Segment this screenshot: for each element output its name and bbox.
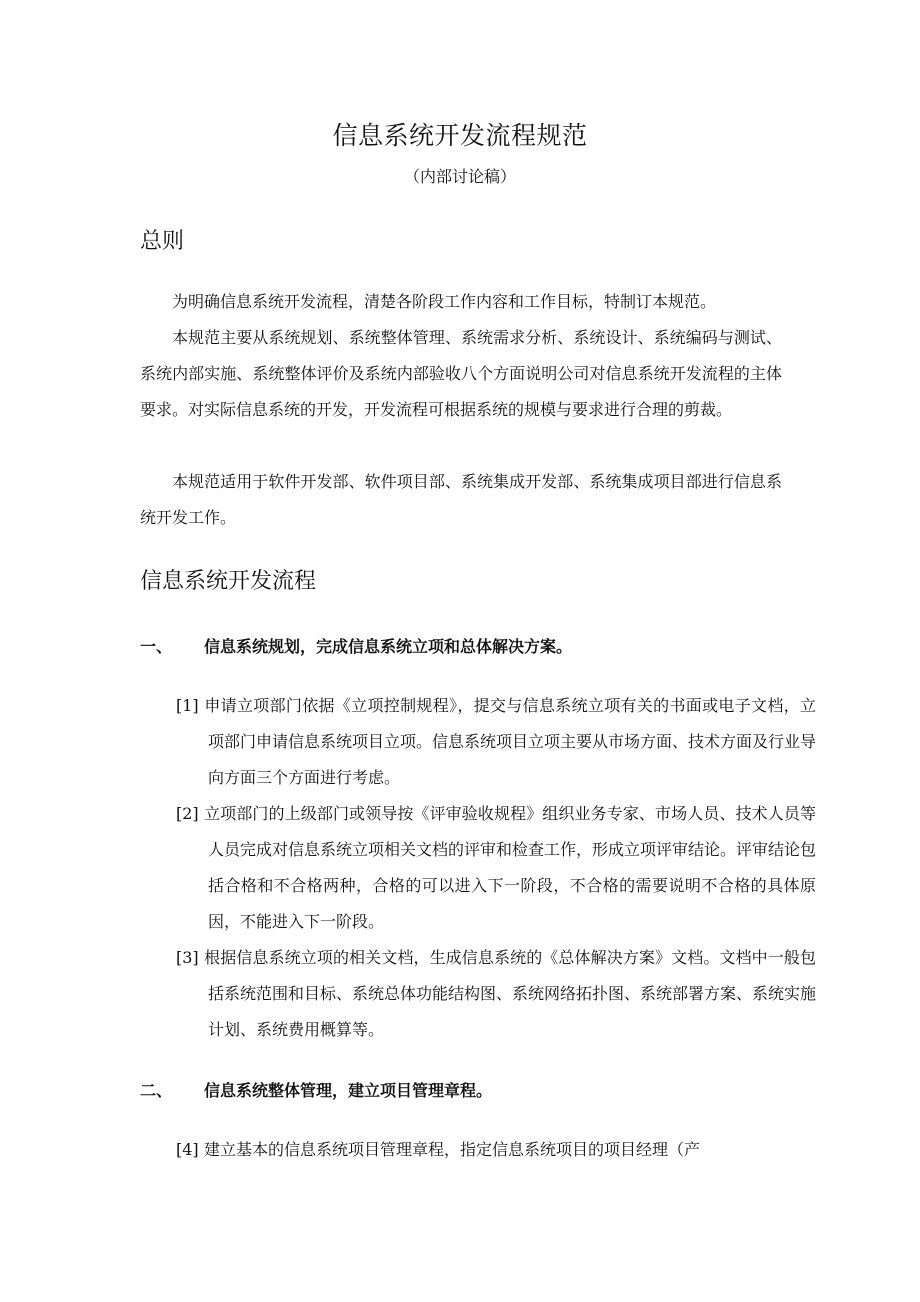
- general-paragraph-2: 本规范主要从系统规划、系统整体管理、系统需求分析、系统设计、系统编码与测试、系统内部实施、系统整体评价及系统内部验收八个方面说明公司对信息系统开发流程的主体要求。对实际信息系统的开发，开发流程可根据系统的规模与要求进行合理的剪裁。: [140, 328, 782, 419]
- section-heading-process: 信息系统开发流程: [140, 569, 317, 594]
- list-item-text-4: 建立基本的信息系统项目管理章程，指定信息系统项目的项目经理（产: [204, 1140, 701, 1159]
- subsection-heading-1: [140, 635, 840, 659]
- list-item-1: [176, 688, 816, 796]
- list-item-number-2: [2]: [176, 804, 199, 823]
- subsection-title-1: 信息系统规划，完成信息系统立项和总体解决方案。: [204, 637, 573, 656]
- section-heading-general: 总则: [140, 229, 185, 254]
- list-item-text-1: 申请立项部门依据《立项控制规程》，提交与信息系统立项有关的书面或电子文档，立项部门申请信息系统项目立项。信息系统项目立项主要从市场方面、技术方面及行业导向方面三个方面进行考虑。: [204, 696, 817, 787]
- subsection-heading-2: [140, 1079, 840, 1103]
- document-subtitle: （内部讨论稿）: [403, 167, 516, 186]
- list-item-number-1: [1]: [176, 696, 199, 715]
- list-item-2: [176, 796, 816, 940]
- list-item-text-3: 根据信息系统立项的相关文档，生成信息系统的《总体解决方案》文档。文档中一般包括系统范围和目标、系统总体功能结构图、系统网络拓扑图、系统部署方案、系统实施计划、系统费用概算等。: [204, 948, 817, 1039]
- list-item-3: [176, 940, 816, 1048]
- subsection-number-1: 一、: [140, 637, 173, 656]
- subsection-title-2: 信息系统整体管理，建立项目管理章程。: [204, 1081, 493, 1100]
- general-paragraph-1: 为明确信息系统开发流程，清楚各阶段工作内容和工作目标，特制订本规范。: [172, 292, 717, 311]
- list-item-number-3: [3]: [176, 948, 199, 967]
- general-paragraph-3: 本规范适用于软件开发部、软件项目部、系统集成开发部、系统集成项目部进行信息系统开发工作。: [140, 472, 782, 527]
- list-item-number-4: [4]: [176, 1140, 199, 1159]
- list-item-text-2: 立项部门的上级部门或领导按《评审验收规程》组织业务专家、市场人员、技术人员等人员完成对信息系统立项相关文档的评审和检查工作，形成立项评审结论。评审结论包括合格和不合格两种，合格的可以进入下一阶段，不合格的需要说明不合格的具体原因，不能进入下一阶段。: [204, 804, 817, 931]
- list-item-4: [176, 1132, 816, 1168]
- document-title: 信息系统开发流程规范: [332, 121, 588, 150]
- subsection-number-2: 二、: [140, 1081, 173, 1100]
